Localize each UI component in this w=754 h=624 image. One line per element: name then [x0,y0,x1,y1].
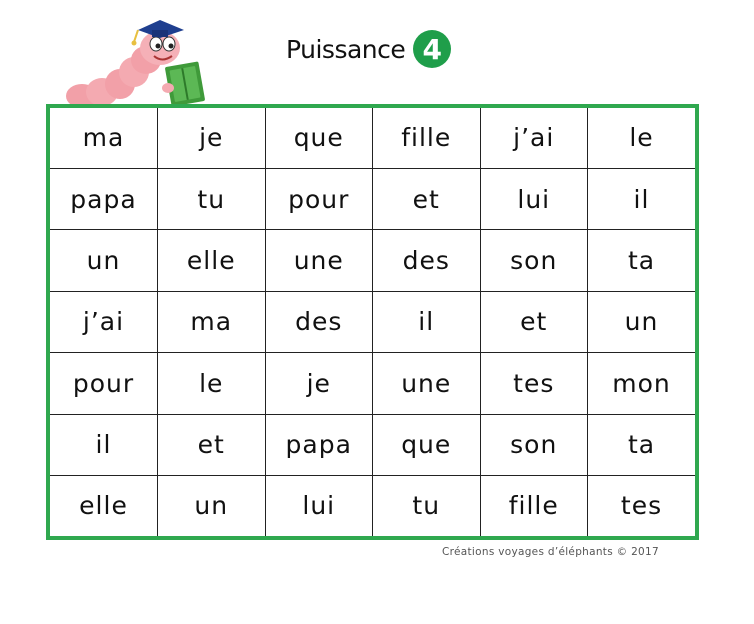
word-cell: ta [588,414,696,475]
word-cell: des [373,230,481,291]
grid-row [50,230,695,291]
word-cell: fille [480,475,588,536]
word-cell: un [158,475,266,536]
bookworm-graduate-icon [60,14,210,110]
word-cell: un [588,291,696,352]
word-cell: tes [588,475,696,536]
word-cell: et [158,414,266,475]
word-cell: un [50,230,158,291]
word-cell: une [265,230,373,291]
word-cell: tu [373,475,481,536]
word-cell: que [265,108,373,168]
word-cell: ta [588,230,696,291]
word-cell: ma [50,108,158,168]
word-cell: mon [588,353,696,414]
word-cell: lui [265,475,373,536]
word-cell: tes [480,353,588,414]
word-cell: tu [158,168,266,229]
copyright-credit: Créations voyages d’éléphants © 2017 [442,546,659,558]
word-cell: le [158,353,266,414]
page-title [286,30,451,68]
word-cell: j’ai [480,108,588,168]
word-cell: le [588,108,696,168]
word-cell: et [373,168,481,229]
word-grid [50,108,695,536]
word-cell: papa [50,168,158,229]
word-cell: fille [373,108,481,168]
word-cell: son [480,230,588,291]
number-badge: 4 [413,30,451,68]
word-cell: je [158,108,266,168]
grid-row [50,108,695,168]
word-cell: des [265,291,373,352]
word-cell: il [50,414,158,475]
word-cell: j’ai [50,291,158,352]
grid-row [50,353,695,414]
grid-row [50,168,695,229]
word-cell: papa [265,414,373,475]
title-text: Puissance [286,34,406,64]
word-cell: je [265,353,373,414]
word-cell: son [480,414,588,475]
word-cell: elle [50,475,158,536]
word-cell: et [480,291,588,352]
word-cell: ma [158,291,266,352]
word-cell: que [373,414,481,475]
word-cell: elle [158,230,266,291]
grid-row [50,475,695,536]
word-cell: pour [50,353,158,414]
word-grid-frame [46,104,699,540]
word-cell: il [373,291,481,352]
word-cell: lui [480,168,588,229]
grid-row [50,291,695,352]
word-cell: il [588,168,696,229]
word-cell: pour [265,168,373,229]
grid-row [50,414,695,475]
word-cell: une [373,353,481,414]
